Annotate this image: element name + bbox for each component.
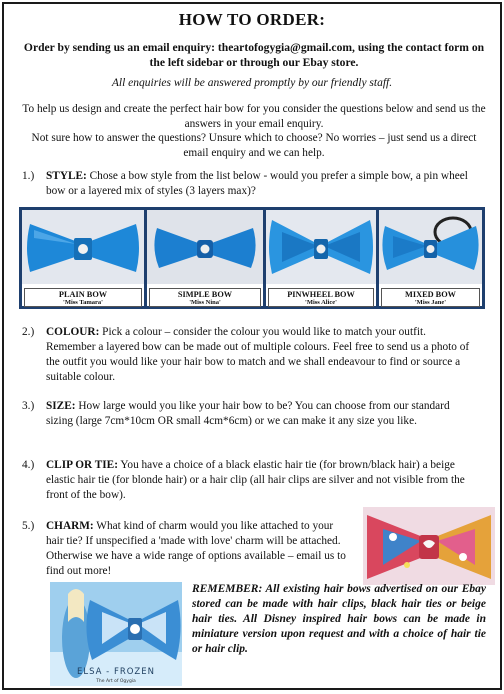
question-clip-or-tie <box>22 458 474 503</box>
bow-card-mixed <box>379 210 482 306</box>
question-text: What kind of charm would you like attached to your hair tie? If unspecified a 'made with love' charm will be attached. Otherwise we have a wide range of options available – email us to find out more! <box>46 520 346 577</box>
question-number: 2.) <box>22 326 35 338</box>
simple-bow-photo <box>147 210 263 284</box>
question-colour <box>22 325 474 385</box>
plain-bow-photo <box>22 210 144 284</box>
pinwheel-bow-photo <box>266 210 376 284</box>
remember-note: REMEMBER: All existing hair bows advertised on our Ebay stored can be made with hair clips, black hair ties or beige hair ties. All Disney inspired hair bows can be made in miniature version upon request and with a choice of hair tie or hair clip. <box>192 583 486 655</box>
bow-nickname: 'Miss Jane' <box>414 299 447 306</box>
elsa-bow-photo <box>50 582 182 686</box>
question-style <box>22 169 476 199</box>
question-charm <box>22 519 346 579</box>
question-text: Chose a bow style from the list below - would you prefer a simple bow, a pin wheel bow or a layered mix of styles (3 layers max)? <box>46 170 468 197</box>
question-text: Pick a colour – consider the colour you would like to match your outfit. Remember a layered bow can be made out of multiple colours. Feel free to send us a photo of the outfit you would like your hair bow to match and we shall endeavour to find or source a suitable colour. <box>46 326 470 383</box>
question-heading: COLOUR: <box>46 326 100 338</box>
question-number: 4.) <box>22 459 35 471</box>
bow-card-simple <box>147 210 263 306</box>
staff-note: All enquiries will be answered promptly by our friendly staff. <box>111 77 393 89</box>
charm-photo <box>363 507 495 585</box>
bow-name: PLAIN BOW <box>58 290 108 299</box>
bow-card-plain <box>22 210 144 306</box>
question-heading: STYLE: <box>46 170 87 182</box>
help-text: To help us design and create the perfect hair bow for you consider the questions below and send us the answers in your email enquiry. Not sure how to answer the questions? Unsure which to choose? No worries – just send us a direct email enquiry and we can help. <box>22 103 486 159</box>
bow-styles-panel <box>19 207 485 309</box>
question-number: 3.) <box>22 400 35 412</box>
order-page <box>2 2 502 690</box>
bow-nickname: 'Miss Nina' <box>189 299 221 306</box>
question-heading: CHARM: <box>46 520 94 532</box>
question-text: How large would you like your hair bow to be? You can choose from our standard sizing (large 7cm*10cm OR small 4cm*6cm) or we can make it any size you like. <box>46 400 450 427</box>
intro-text: Order by sending us an email enquiry: theartofogygia@gmail.com, using the contact form on the left sidebar or through our Ebay store. <box>23 41 485 69</box>
bow-card-pinwheel <box>266 210 376 306</box>
mixed-bow-photo <box>379 210 482 284</box>
page-title: HOW TO ORDER: <box>178 10 326 29</box>
bow-name: MIXED BOW <box>405 290 456 299</box>
bow-nickname: 'Miss Tamara' <box>63 299 103 306</box>
bow-label <box>381 288 480 307</box>
question-number: 1.) <box>22 170 35 182</box>
question-text: You have a choice of a black elastic hair tie (for brown/black hair) a beige elastic hair tie (for blonde hair) or a hair clip (all hair clips are silver and not visible from the front of the bow). <box>46 459 465 501</box>
question-heading: CLIP OR TIE: <box>46 459 118 471</box>
bow-nickname: 'Miss Alice' <box>305 299 337 306</box>
bow-name: PINWHEEL BOW <box>287 290 355 299</box>
question-number: 5.) <box>22 520 35 532</box>
elsa-subcaption: The Art of Ogygia <box>96 679 136 684</box>
bow-label <box>149 288 261 307</box>
question-size <box>22 399 472 429</box>
bow-label <box>268 288 374 307</box>
question-heading: SIZE: <box>46 400 76 412</box>
bow-name: SIMPLE BOW <box>177 290 233 299</box>
elsa-caption: ELSA - FROZEN <box>77 667 155 677</box>
bow-label <box>24 288 142 307</box>
